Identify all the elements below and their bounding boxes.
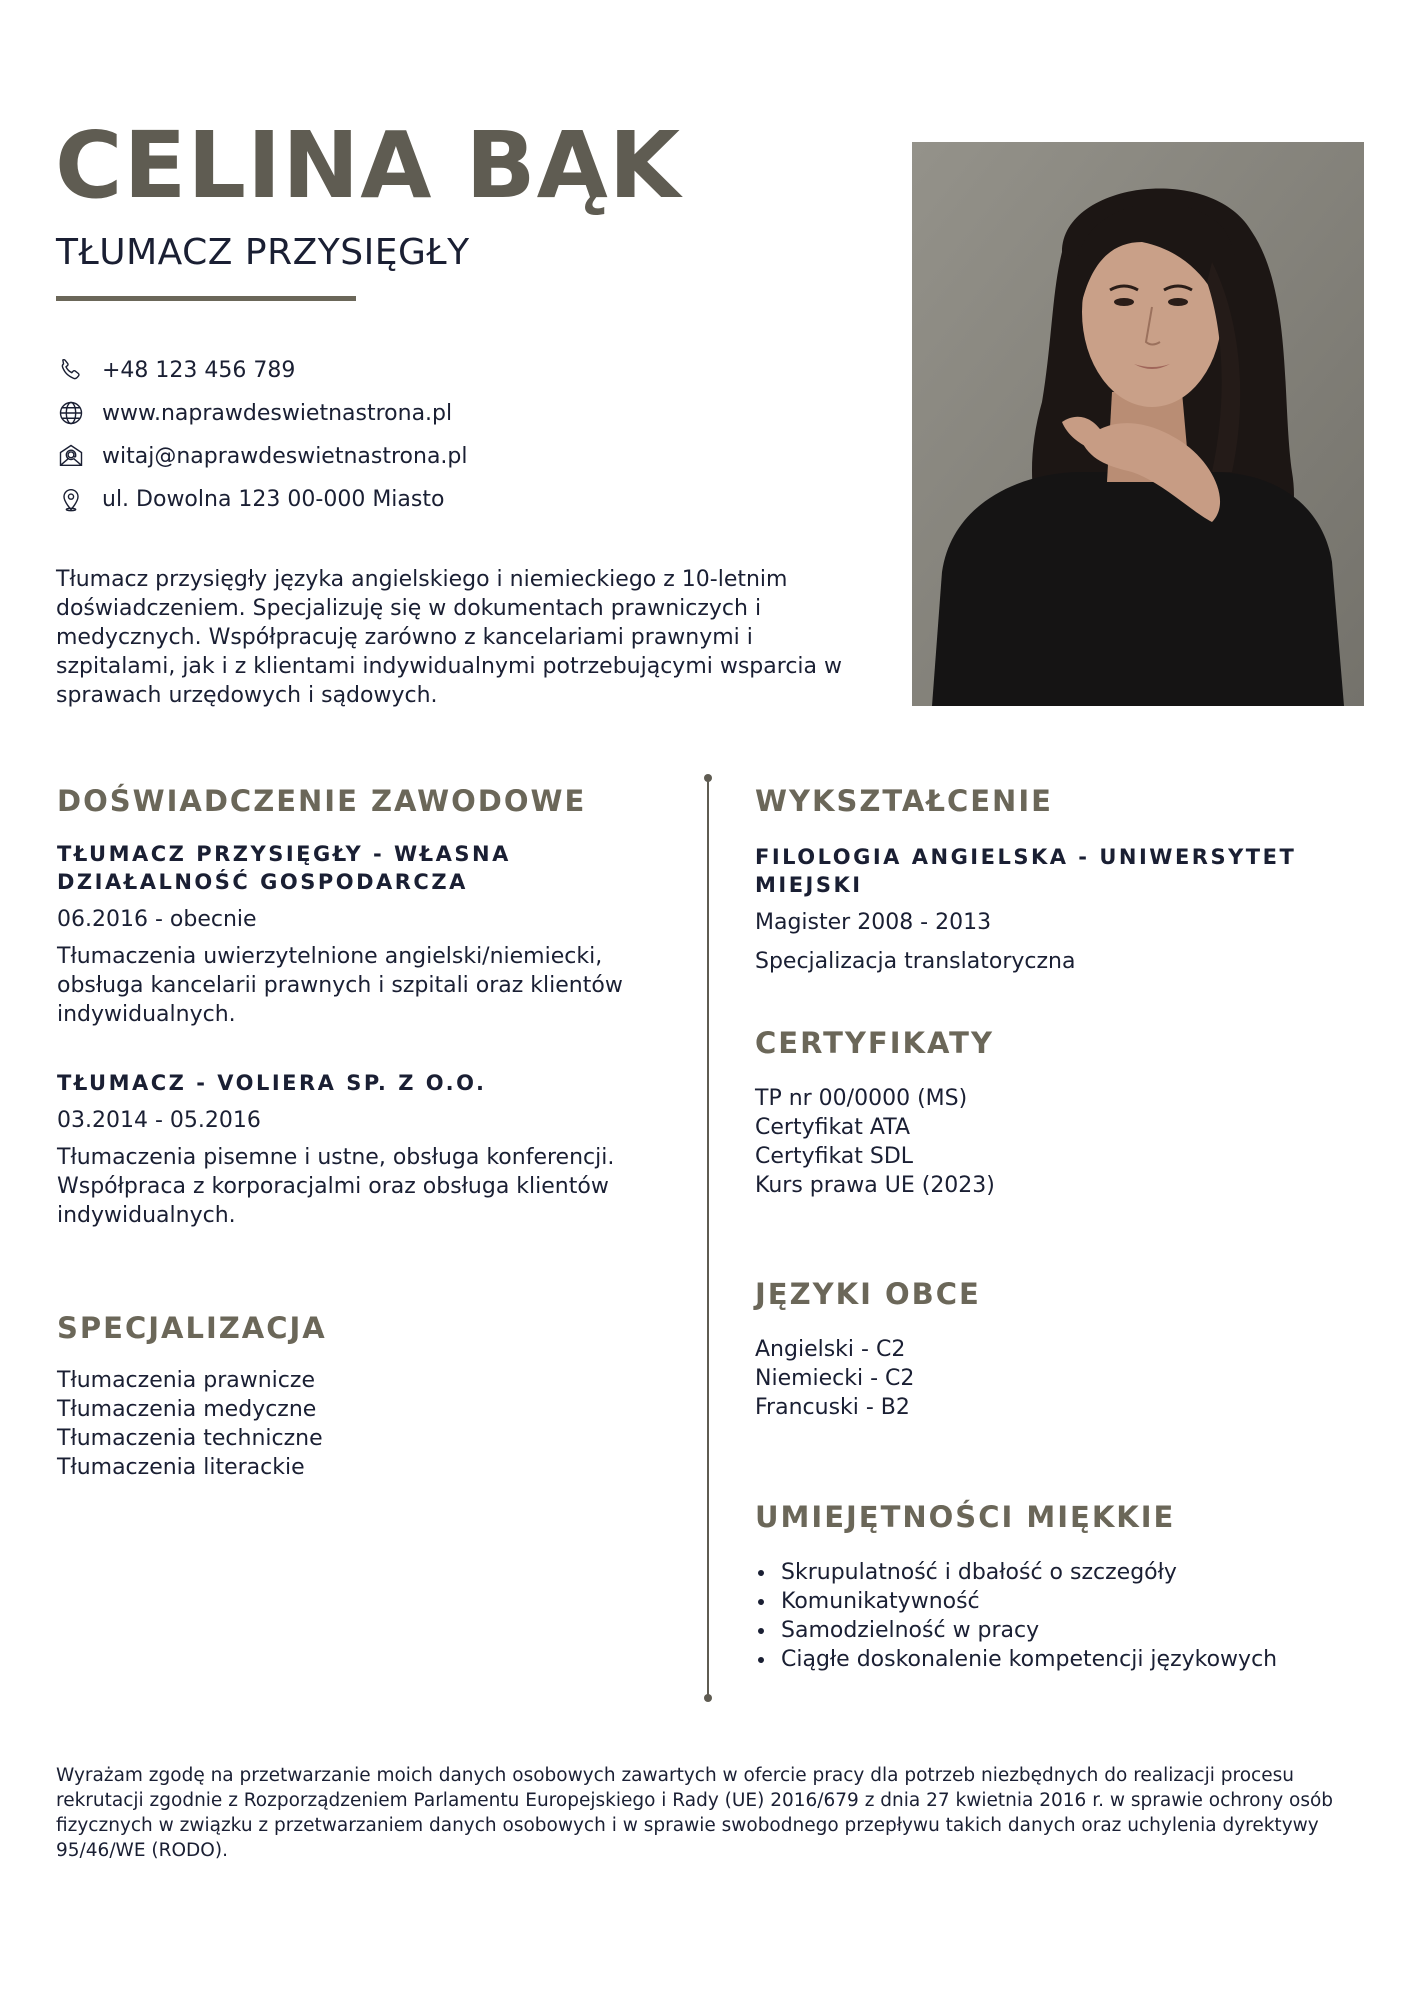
soft-skills-list bbox=[755, 1558, 1277, 1674]
job-title-1: TŁUMACZ PRZYSIĘGŁY - WŁASNA DZIAŁALNOŚĆ GOSPODARCZA bbox=[57, 842, 511, 894]
phone-icon bbox=[56, 355, 86, 385]
list-item: • Samodzielność w pracy bbox=[777, 1616, 1277, 1645]
specialization-list bbox=[57, 1366, 323, 1482]
experience-heading: DOŚWIADCZENIE ZAWODOWE bbox=[57, 784, 587, 818]
list-item: Niemiecki - C2 bbox=[755, 1366, 915, 1391]
list-item: Tłumaczenia techniczne bbox=[57, 1426, 323, 1451]
address-text: ul. Dowolna 123 00-000 Miasto bbox=[102, 486, 445, 512]
list-item: TP nr 00/0000 (MS) bbox=[755, 1086, 968, 1111]
list-item: Certyfikat ATA bbox=[755, 1115, 911, 1140]
degree: Magister 2008 - 2013 bbox=[755, 910, 992, 935]
divider-dot-bottom bbox=[704, 1694, 712, 1702]
title-underline bbox=[56, 296, 356, 301]
email-link[interactable]: witaj@naprawdeswietnastrona.pl bbox=[102, 443, 468, 469]
list-item: Tłumaczenia literackie bbox=[57, 1455, 305, 1480]
degree-specialty: Specjalizacja translatoryczna bbox=[755, 949, 1076, 974]
gdpr-consent-clause: Wyrażam zgodę na przetwarzanie moich danych osobowych zawartych w ofercie pracy dla potrzeb niezbędnych do realizacji procesu rekrutacji zgodnie z Rozporządzeniem Parlamentu Europejskiego i Rady (UE) 2016/679 z dnia 27 kwietnia 2016 r. w sprawie ochrony osób fizycznych w związku z przetwarzaniem danych osobowych i w sprawie swobodnego przepływu takich danych oraz uchylenia dyrektywy 95/46/WE (RODO). bbox=[56, 1765, 1334, 1861]
job-dates-1: 06.2016 - obecnie bbox=[57, 907, 257, 932]
languages-heading: JĘZYKI OBCE bbox=[755, 1277, 981, 1311]
job-description-1: Tłumaczenia uwierzytelnione angielski/niemiecki, obsługa kancelarii prawnych i szpitali oraz klientów indywidualnych. bbox=[57, 944, 623, 1027]
globe-icon bbox=[56, 398, 86, 428]
list-item: • Komunikatywność bbox=[777, 1587, 1277, 1616]
list-item: Tłumaczenia prawnicze bbox=[57, 1368, 315, 1393]
certificates-heading: CERTYFIKATY bbox=[755, 1026, 994, 1060]
contact-email bbox=[56, 439, 756, 473]
certificates-list bbox=[755, 1084, 995, 1200]
email-icon bbox=[56, 441, 86, 471]
profile-summary: Tłumacz przysięgły języka angielskiego i niemieckiego z 10-letnim doświadczeniem. Specjalizuję się w dokumentach prawniczych i medycznych. Współpracuję zarówno z kancelariami prawnymi i szpitalami, jak i z klientami indywidualnymi potrzebującymi wsparcia w sprawach urzędowych i sądowych. bbox=[56, 567, 842, 708]
location-pin-icon bbox=[56, 484, 86, 514]
languages-list bbox=[755, 1335, 914, 1422]
list-item: • Skrupulatność i dbałość o szczegóły bbox=[777, 1558, 1277, 1587]
portrait-illustration bbox=[912, 142, 1364, 706]
contact-phone bbox=[56, 353, 756, 387]
phone-number[interactable]: +48 123 456 789 bbox=[102, 357, 296, 383]
list-item: Kurs prawa UE (2023) bbox=[755, 1173, 995, 1198]
contact-address bbox=[56, 482, 756, 516]
school-name: FILOLOGIA ANGIELSKA - UNIWERSYTET MIEJSKI bbox=[755, 845, 1297, 897]
candidate-name: CELINA BĄK bbox=[55, 112, 682, 219]
job-title: TŁUMACZ PRZYSIĘGŁY bbox=[56, 232, 470, 273]
contact-website bbox=[56, 396, 756, 430]
divider-dot-top bbox=[704, 774, 712, 782]
job-description-2: Tłumaczenia pisemne i ustne, obsługa konferencji. Współpraca z korporacjalmi oraz obsługa klientów indywidualnych. bbox=[57, 1145, 615, 1228]
job-entry-1 bbox=[57, 840, 657, 1029]
soft-skills-heading: UMIEJĘTNOŚCI MIĘKKIE bbox=[755, 1500, 1176, 1534]
list-item: Francuski - B2 bbox=[755, 1395, 910, 1420]
profile-photo bbox=[912, 142, 1364, 706]
education-entry bbox=[755, 843, 1375, 976]
education-heading: WYKSZTAŁCENIE bbox=[755, 784, 1053, 818]
list-item: • Ciągłe doskonalenie kompetencji językowych bbox=[777, 1645, 1277, 1674]
column-divider bbox=[707, 778, 709, 1698]
job-entry-2 bbox=[57, 1069, 657, 1230]
job-title-2: TŁUMACZ - VOLIERA SP. Z O.O. bbox=[57, 1071, 487, 1095]
list-item: Tłumaczenia medyczne bbox=[57, 1397, 317, 1422]
website-link[interactable]: www.naprawdeswietnastrona.pl bbox=[102, 400, 453, 426]
job-dates-2: 03.2014 - 05.2016 bbox=[57, 1108, 261, 1133]
list-item: Certyfikat SDL bbox=[755, 1144, 914, 1169]
specialization-heading: SPECJALIZACJA bbox=[57, 1311, 327, 1345]
list-item: Angielski - C2 bbox=[755, 1337, 906, 1362]
